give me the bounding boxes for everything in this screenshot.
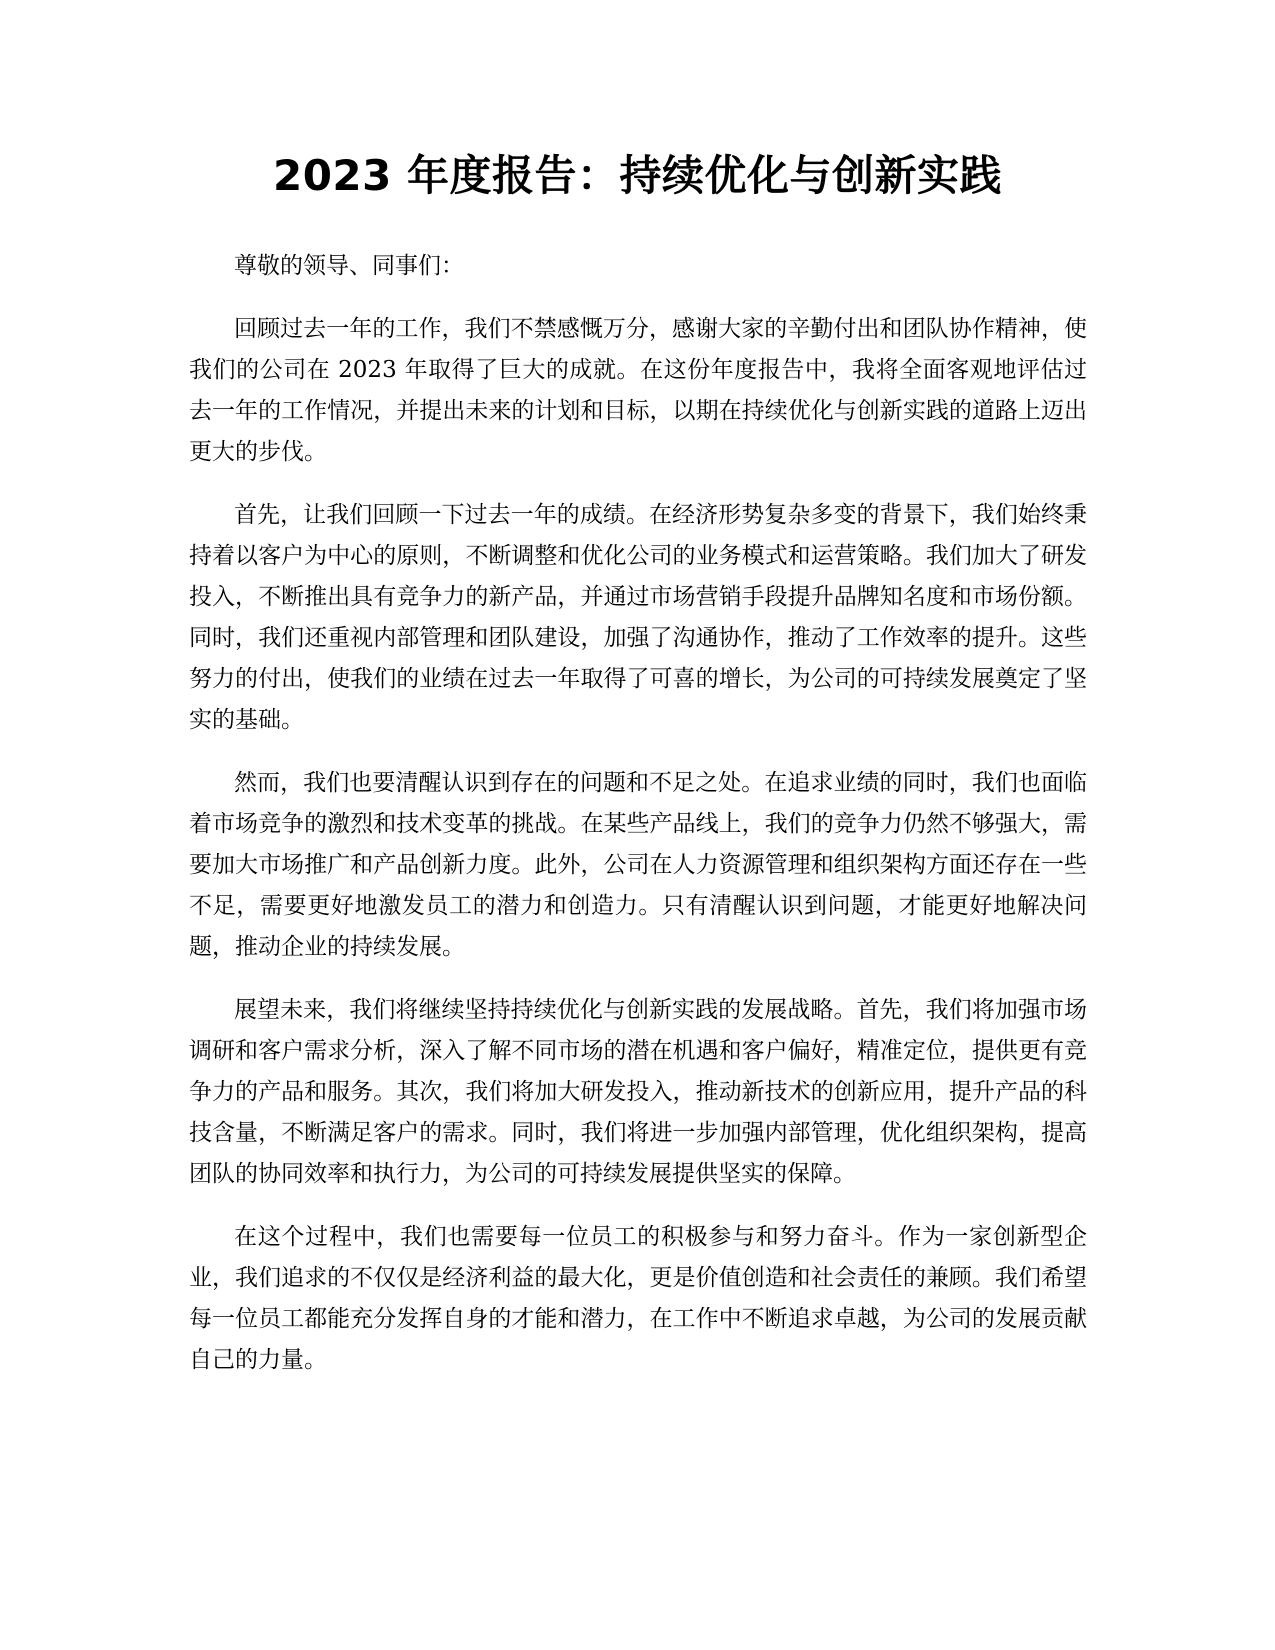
outlook-paragraph: 展望未来，我们将继续坚持持续优化与创新实践的发展战略。首先，我们将加强市场调研和客户需求分析，深入了解不同市场的潜在机遇和客户偏好，精准定位，提供更有竞争力的产品和服务。其次，我们将加大研发投入，推动新技术的创新应用，提升产品的科技含量，不断满足客户的需求。同时，我们将进一步加强内部管理，优化组织架构，提高团队的协同效率和执行力，为公司的可持续发展提供坚实的保障。 bbox=[189, 997, 1087, 1187]
employees-paragraph: 在这个过程中，我们也需要每一位员工的积极参与和努力奋斗。作为一家创新型企业，我们追求的不仅仅是经济利益的最大化，更是价值创造和社会责任的兼顾。我们希望每一位员工都能充分发挥自身的才能和潜力，在工作中不断追求卓越，为公司的发展贡献自己的力量。 bbox=[189, 1224, 1087, 1373]
document-body bbox=[189, 246, 1087, 1381]
salutation-paragraph: 尊敬的领导、同事们： bbox=[234, 253, 464, 279]
achievements-paragraph: 首先，让我们回顾一下过去一年的成绩。在经济形势复杂多变的背景下，我们始终秉持着以客户为中心的原则，不断调整和优化公司的业务模式和运营策略。我们加大了研发投入，不断推出具有竞争力的新产品，并通过市场营销手段提升品牌知名度和市场份额。同时，我们还重视内部管理和团队建设，加强了沟通协作，推动了工作效率的提升。这些努力的付出，使我们的业绩在过去一年取得了可喜的增长，为公司的可持续发展奠定了坚实的基础。 bbox=[189, 502, 1087, 733]
document-title: 2023 年度报告：持续优化与创新实践 bbox=[272, 151, 1003, 200]
review-paragraph: 回顾过去一年的工作，我们不禁感慨万分，感谢大家的辛勤付出和团队协作精神，使我们的公司在 2023 年取得了巨大的成就。在这份年度报告中，我将全面客观地评估过去一年的工作情况，并提出未来的计划和目标，以期在持续优化与创新实践的道路上迈出更大的步伐。 bbox=[189, 316, 1087, 465]
problems-paragraph: 然而，我们也要清醒认识到存在的问题和不足之处。在追求业绩的同时，我们也面临着市场竞争的激烈和技术变革的挑战。在某些产品线上，我们的竞争力仍然不够强大，需要加大市场推广和产品创新力度。此外，公司在人力资源管理和组织架构方面还存在一些不足，需要更好地激发员工的潜力和创造力。只有清醒认识到问题，才能更好地解决问题，推动企业的持续发展。 bbox=[189, 770, 1087, 960]
